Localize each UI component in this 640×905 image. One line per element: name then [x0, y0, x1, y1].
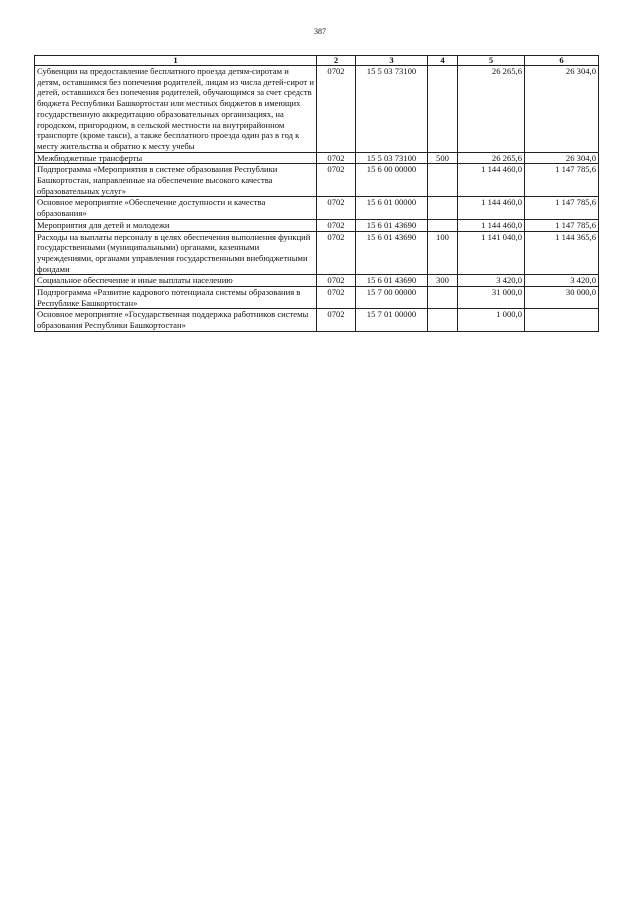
row-name: Межбюджетные трансферты	[35, 152, 317, 164]
row-section: 0702	[317, 231, 356, 275]
table-row	[35, 152, 599, 164]
row-amount-1: 1 000,0	[458, 309, 525, 331]
row-amount-2: 3 420,0	[525, 275, 599, 287]
row-name: Подпрограмма «Развитие кадрового потенциала системы образования в Республике Башкортостан»	[35, 287, 317, 309]
row-type	[428, 309, 458, 331]
budget-table	[34, 55, 599, 332]
row-code: 15 6 01 43690	[356, 231, 428, 275]
row-section: 0702	[317, 197, 356, 219]
row-amount-1: 26 265,6	[458, 152, 525, 164]
row-section: 0702	[317, 152, 356, 164]
row-type: 300	[428, 275, 458, 287]
col-header-section: 2	[317, 56, 356, 66]
col-header-amount-1: 5	[458, 56, 525, 66]
row-amount-1: 1 144 460,0	[458, 164, 525, 197]
row-name: Субвенции на предоставление бесплатного проезда детям-сиротам и детям, оставшимся без попечения родителей, лицам из числа детей-сирот и детей, оставшихся без попечения родителей, обучающимся за счет средств бюджета Республики Башкортостан или местных бюджетов в имеющих государственную аккредитацию образовательных организациях, на городском, пригородном, в сельской местности на внутрирайонном транспорте (кроме такси), а также бесплатного проезда один раз в год к месту жительства и обратно к месту учебы	[35, 66, 317, 153]
row-name: Основное мероприятие «Государственная поддержка работников системы образования Республики Башкортостан»	[35, 309, 317, 331]
header-row	[35, 56, 599, 66]
row-amount-1: 1 141 040,0	[458, 231, 525, 275]
row-section: 0702	[317, 219, 356, 231]
col-header-code: 3	[356, 56, 428, 66]
row-amount-1: 3 420,0	[458, 275, 525, 287]
table-row	[35, 275, 599, 287]
row-amount-2: 30 000,0	[525, 287, 599, 309]
row-amount-2: 26 304,0	[525, 152, 599, 164]
table-row	[35, 66, 599, 153]
row-type: 500	[428, 152, 458, 164]
col-header-amount-2: 6	[525, 56, 599, 66]
row-amount-1: 31 000,0	[458, 287, 525, 309]
row-type	[428, 219, 458, 231]
row-code: 15 5 03 73100	[356, 66, 428, 153]
table-row	[35, 164, 599, 197]
row-section: 0702	[317, 66, 356, 153]
row-type	[428, 164, 458, 197]
table-row	[35, 309, 599, 331]
row-section: 0702	[317, 275, 356, 287]
row-amount-1: 26 265,6	[458, 66, 525, 153]
row-code: 15 6 01 00000	[356, 197, 428, 219]
row-amount-2	[525, 309, 599, 331]
row-type	[428, 66, 458, 153]
row-amount-2: 26 304,0	[525, 66, 599, 153]
row-name: Подпрограмма «Мероприятия в системе образования Республики Башкортостан, направленные на обеспечение высокого качества образовательных услуг»	[35, 164, 317, 197]
row-section: 0702	[317, 309, 356, 331]
row-amount-1: 1 144 460,0	[458, 197, 525, 219]
row-code: 15 6 00 00000	[356, 164, 428, 197]
col-header-type: 4	[428, 56, 458, 66]
row-code: 15 7 01 00000	[356, 309, 428, 331]
row-amount-2: 1 147 785,6	[525, 219, 599, 231]
row-section: 0702	[317, 164, 356, 197]
row-amount-2: 1 147 785,6	[525, 197, 599, 219]
row-code: 15 6 01 43690	[356, 219, 428, 231]
col-header-name: 1	[35, 56, 317, 66]
row-type: 100	[428, 231, 458, 275]
row-section: 0702	[317, 287, 356, 309]
row-code: 15 5 03 73100	[356, 152, 428, 164]
row-code: 15 7 00 00000	[356, 287, 428, 309]
row-name: Расходы на выплаты персоналу в целях обеспечения выполнения функций государственными (муниципальными) органами, казенными учреждениями, органами управления государственными внебюджетными фондами	[35, 231, 317, 275]
row-code: 15 6 01 43690	[356, 275, 428, 287]
row-name: Основное мероприятие «Обеспечение доступности и качества образования»	[35, 197, 317, 219]
table-row	[35, 219, 599, 231]
table-row	[35, 287, 599, 309]
row-amount-2: 1 147 785,6	[525, 164, 599, 197]
row-type	[428, 197, 458, 219]
table-row	[35, 231, 599, 275]
page-number: 387	[314, 27, 326, 36]
row-name: Мероприятия для детей и молодежи	[35, 219, 317, 231]
row-type	[428, 287, 458, 309]
row-name: Социальное обеспечение и иные выплаты населению	[35, 275, 317, 287]
table-row	[35, 197, 599, 219]
row-amount-1: 1 144 460,0	[458, 219, 525, 231]
row-amount-2: 1 144 365,6	[525, 231, 599, 275]
